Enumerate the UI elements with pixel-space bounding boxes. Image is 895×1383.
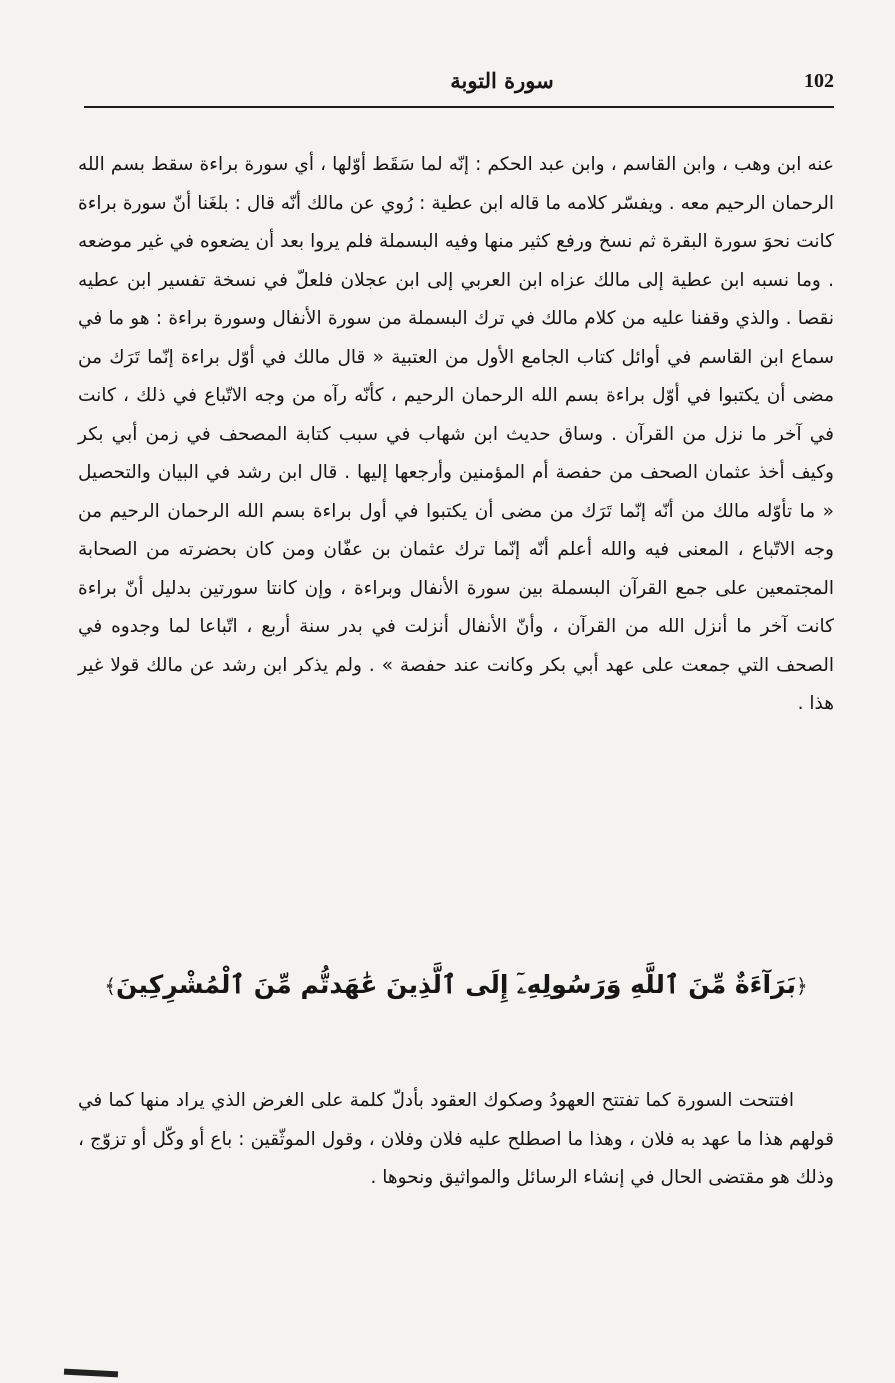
verse-text: بَرَآءَةٌ مِّنَ ٱللَّهِ وَرَسُولِهِۦٓ إِلَى ٱلَّذِينَ عَٰهَدتُّم مِّنَ ٱلْمُشْرِكِينَ <box>116 970 796 999</box>
quran-verse <box>80 960 832 1011</box>
verse-close-ornament: ﴿ <box>795 974 808 998</box>
body-paragraph: عنه ابن وهب ، وابن القاسم ، وابن عبد الحكم : إنّه لما سَقَط أوّلها ، أي سورة براءة سقط بسم الله الرحمان الرحيم معه . ويفسّر كلامه ما قاله ابن عطية : رُوي عن مالك أنّه قال : بلغَنا أنّ سورة براءة كانت نحوَ سورة البقرة ثم نسخ ورفع كثير منها وفيه البسملة فلم يروا بعد أن يضعوه في غير موضعه . وما نسبه ابن عطية إلى مالك عزاه ابن العربي إلى ابن عجلان فلعلّ في نسخة تفسير ابن عطيه نقصا . والذي وقفنا عليه من كلام مالك في ترك البسملة من سورة الأنفال وسورة براءة : هو ما في سماع ابن القاسم في أوائل كتاب الجامع الأول من العتبية « قال مالك في أوّل براءة إنّما تَرَك من مضى أن يكتبوا في أوّل براءة بسم الله الرحمان الرحيم ، كأنّه رآه من وجه الاتّباع في ذلك ، كانت في آخر ما نزل من القرآن . وساق حديث ابن شهاب في سبب كتابة المصحف في زمن أبي بكر وكيف أخذ عثمان الصحف من حفصة أم المؤمنين وأرجعها إليها . قال ابن رشد في البيان والتحصيل « ما تأوّله مالك من أنّه إنّما تَرَك من مضى أن يكتبوا في أول براءة بسم الله الرحمان الرحيم من وجه الاتّباع ، المعنى فيه والله أعلم أنّه إنّما ترك عثمان بن عفّان ومن كان بحضرته من الصحابة المجتمعين على جمع القرآن البسملة بين سورة الأنفال وبراءة ، وإن كانتا سورتين بدليل أنّ براءة كانت آخر ما أنزل الله من القرآن ، وأنّ الأنفال أنزلت في بدر سنة أربع ، اتّباعا لما وجدوه في الصحف التي جمعت على عهد أبي بكر وكانت عند حفصة » . ولم يذكر ابن رشد عن مالك قولا غير هذا . <box>78 154 834 714</box>
header-rule <box>84 106 834 108</box>
scan-edge-mark <box>64 1369 118 1378</box>
page-header <box>82 64 834 100</box>
page-number: 102 <box>804 70 834 92</box>
running-title: سورة التوبة <box>450 68 554 93</box>
commentary-paragraph: افتتحت السورة كما تفتتح العهودُ وصكوك العقود بأدلّ كلمة على الغرض الذي يراد منها كما في قولهم هذا ما عهد به فلان ، وهذا ما اصطلح عليه فلان وفلان ، وقول الموثّقين : باع أو وكّل أو تزوّج ، وذلك هو مقتضى الحال في إنشاء الرسائل والمواثيق ونحوها . <box>78 1090 834 1188</box>
verse-open-ornament: ﴾ <box>104 974 117 998</box>
